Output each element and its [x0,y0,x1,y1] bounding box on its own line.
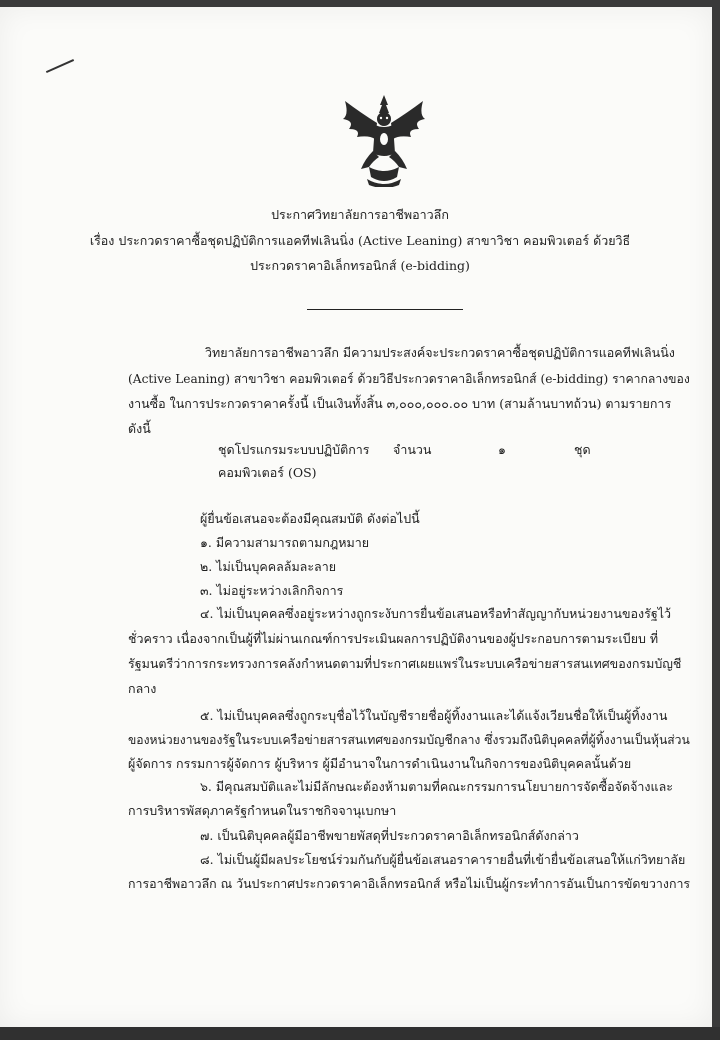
intro-line-4: ดังนี้ [128,421,151,436]
qualifications-heading: ผู้ยื่นข้อเสนอจะต้องมีคุณสมบัติ ดังต่อไปนี้ [200,511,420,526]
qualification-4-line-4: กลาง [128,681,157,696]
announcement-issuer: ประกาศวิทยาลัยการอาชีพอาวลึก [271,207,449,222]
qualification-1: ๑. มีความสามารถตามกฎหมาย [200,535,370,550]
qualification-6-line-1: ๖. มีคุณสมบัติและไม่มีลักษณะต้องห้ามตามที่คณะกรรมการนโยบายการจัดซื้อจัดจ้างและ [200,779,673,794]
announcement-subject-line-2: ประกวดราคาอิเล็กทรอนิกส์ (e-bidding) [250,258,470,273]
qualification-4-line-2: ชั่วคราว เนื่องจากเป็นผู้ที่ไม่ผ่านเกณฑ์การประเมินผลการปฏิบัติงานของผู้ประกอบการตามระเบียบ ที่ [128,631,659,646]
item-name-line-1: ชุดโปรแกรมระบบปฏิบัติการ [218,442,370,457]
qualification-2: ๒. ไม่เป็นบุคคลล้มละลาย [200,559,337,574]
qualification-8-line-2: การอาชีพอาวลึก ณ วันประกาศประกวดราคาอิเล็กทรอนิกส์ หรือไม่เป็นผู้กระทำการอันเป็นการขัดขวางการ [128,876,691,891]
top-frame [0,0,720,7]
intro-line-1: วิทยาลัยการอาชีพอาวลึก มีความประสงค์จะประกวดราคาซื้อชุดปฏิบัติการแอคทีฟเลินนิ่ง [205,345,675,360]
item-qty-label: จำนวน [393,442,432,457]
qualification-5-line-3: ผู้จัดการ กรรมการผู้จัดการ ผู้บริหาร ผู้มีอำนาจในการดำเนินงานในกิจการของนิติบุคคลนั้นด้วย [128,756,632,771]
announcement-subject-line-1: เรื่อง ประกวดราคาซื้อชุดปฏิบัติการแอคทีฟเลินนิ่ง (Active Leaning) สาขาวิชา คอมพิวเตอร์ ด้วยวิธี [89,233,631,248]
garuda-emblem-icon [339,95,429,187]
item-name-line-2: คอมพิวเตอร์ (OS) [218,465,317,480]
qualification-4-line-1: ๔. ไม่เป็นบุคคลซึ่งอยู่ระหว่างถูกระงับการยื่นข้อเสนอหรือทำสัญญากับหน่วยงานของรัฐไว้ [200,606,672,621]
qualification-5-line-2: ของหน่วยงานของรัฐในระบบเครือข่ายสารสนเทศของกรมบัญชีกลาง ซึ่งรวมถึงนิติบุคคลที่ผู้ทิ้งงานเป็นหุ้นส่วน [128,732,690,747]
right-frame [712,0,720,1040]
qualification-7: ๗. เป็นนิติบุคคลผู้มีอาชีพขายพัสดุที่ประกวดราคาอิเล็กทรอนิกส์ดังกล่าว [200,828,579,843]
qualification-5-line-1: ๕. ไม่เป็นบุคคลซึ่งถูกระบุชื่อไว้ในบัญชีรายชื่อผู้ทิ้งงานและได้แจ้งเวียนชื่อให้เป็นผู้ทิ้งงาน [200,708,668,723]
intro-line-3: งานซื้อ ในการประกวดราคาครั้งนี้ เป็นเงินทั้งสิ้น ๓,๐๐๐,๐๐๐.๐๐ บาท (สามล้านบาทถ้วน) ตามรายการ [128,396,672,411]
item-unit: ชุด [574,442,591,457]
bottom-frame [0,1027,720,1040]
qualification-8-line-1: ๘. ไม่เป็นผู้มีผลประโยชน์ร่วมกันกับผู้ยื่นข้อเสนอราคารายอื่นที่เข้ายื่นข้อเสนอให้แก่วิทยาลัย [200,852,686,867]
qualification-3: ๓. ไม่อยู่ระหว่างเลิกกิจการ [200,583,344,598]
qualification-4-line-3: รัฐมนตรีว่าการกระทรวงการคลังกำหนดตามที่ประกาศเผยแพร่ในระบบเครือข่ายสารสนเทศของกรมบัญชี [128,656,682,671]
item-qty: ๑ [498,442,506,457]
intro-line-2: (Active Leaning) สาขาวิชา คอมพิวเตอร์ ด้วยวิธีประกวดราคาอิเล็กทรอนิกส์ (e-bidding) ราคากลางของ [128,371,690,386]
qualification-6-line-2: การบริหารพัสดุภาครัฐกำหนดในราชกิจจานุเบกษา [128,803,397,818]
header-divider [307,309,463,310]
pen-mark [46,59,74,73]
